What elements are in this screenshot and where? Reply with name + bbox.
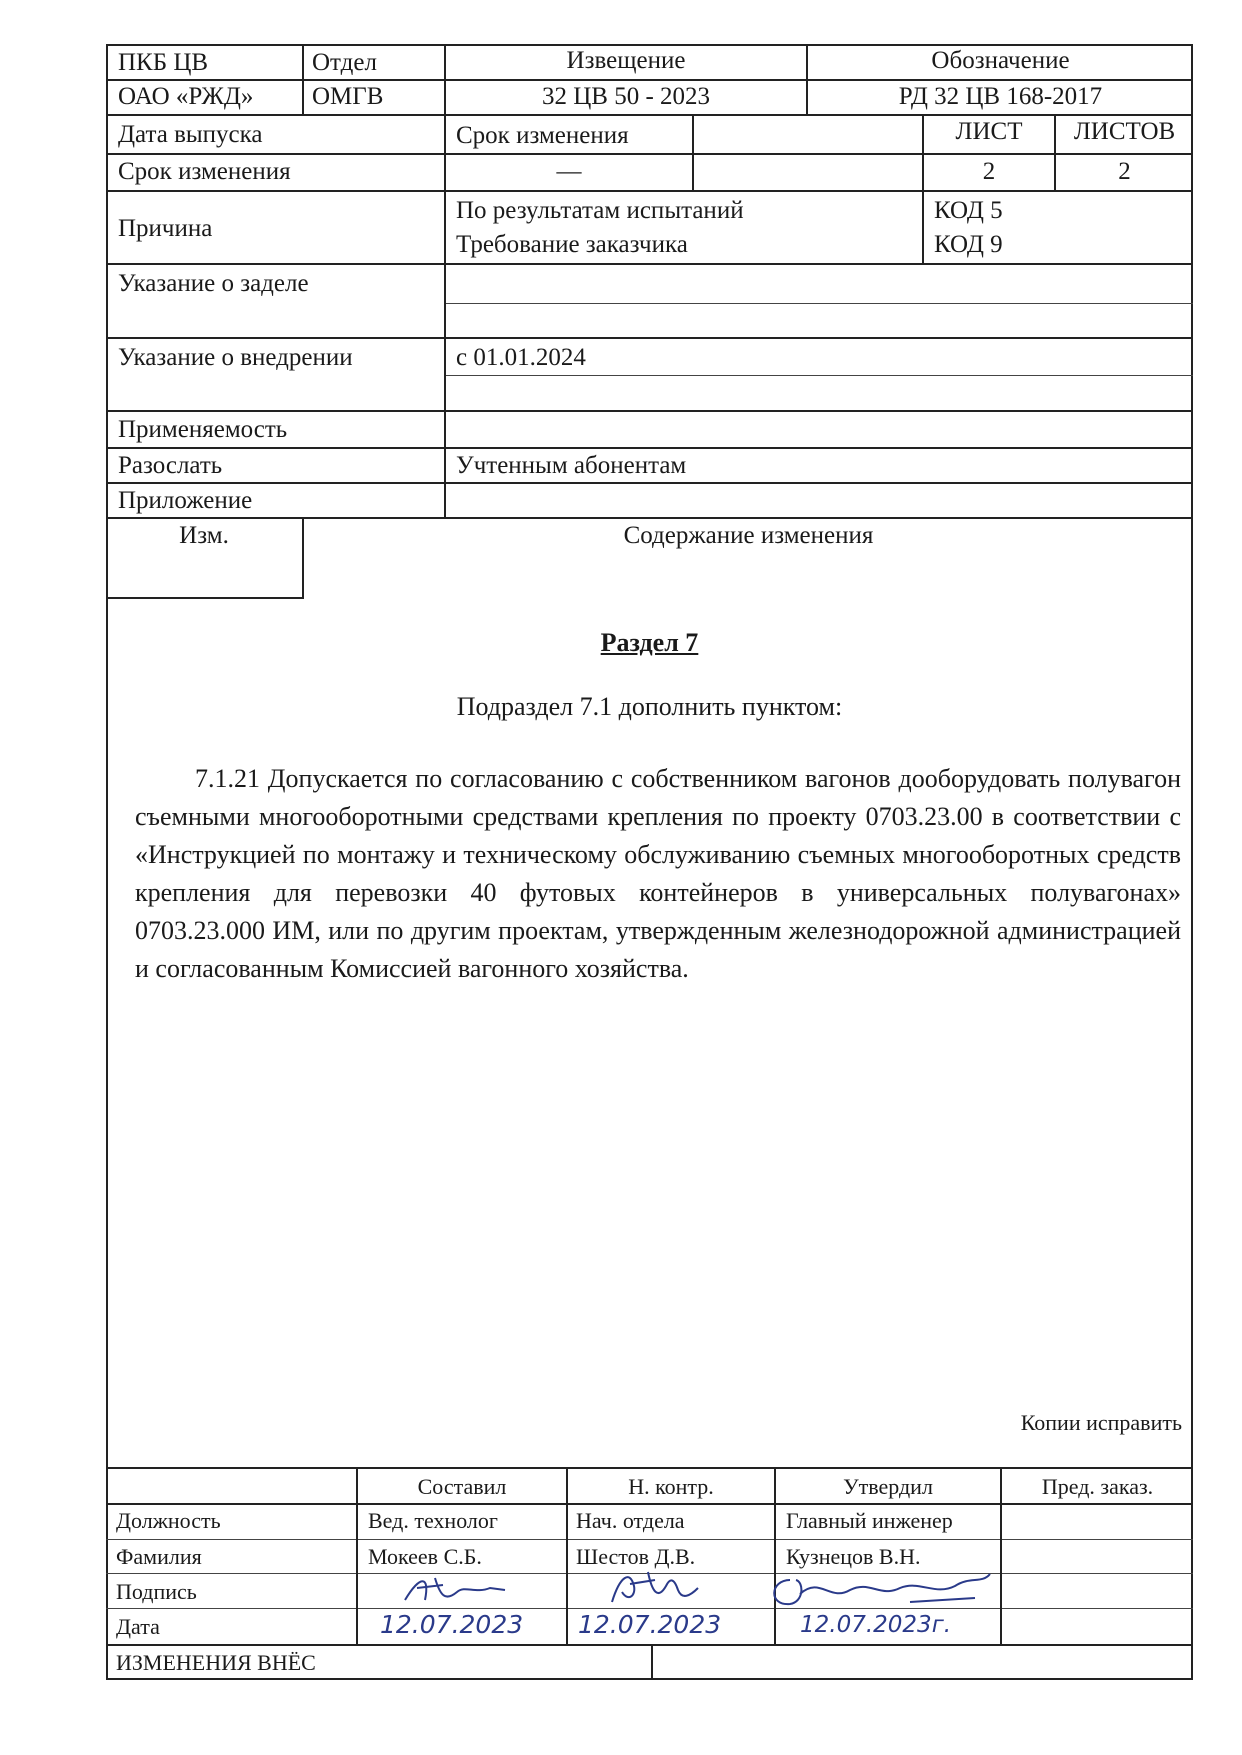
distribute-label: Разослать: [118, 452, 223, 479]
grid-line: [106, 190, 1193, 192]
grid-line: [106, 79, 1193, 81]
approved-position: Главный инженер: [786, 1508, 953, 1533]
change-term-header: Срок изменения: [456, 122, 629, 149]
row-position-label: Должность: [116, 1508, 221, 1533]
change-term-label: Срок изменения: [118, 158, 291, 185]
reason-code: КОД 9: [934, 231, 1003, 258]
notice-number: 32 ЦВ 50 - 2023: [541, 83, 711, 110]
grid-line: [444, 44, 446, 519]
reason-code: КОД 5: [934, 197, 1003, 224]
grid-line: [106, 337, 1193, 339]
change-paragraph: 7.1.21 Допускается по согласованию с собственником вагонов дооборудовать полувагон съемными многооборотными средствами крепления по проекту 0703.23.00 в соответствии с «Инструкцией по монтажу и техническому обслуживанию съемных многооборотных средств крепления для перевозки 40 футовых контейнеров в универсальных полувагонах» 0703.23.000 ИМ, или по другим проектам, утвержденным железнодорожной администрацией и согласованным Комиссией вагонного хозяйства.: [135, 764, 1181, 983]
subsection-line: Подраздел 7.1 дополнить пунктом:: [456, 692, 843, 721]
grid-line: [446, 303, 1193, 304]
org-name: ПКБ ЦВ: [118, 49, 209, 76]
grid-line: [106, 410, 1193, 412]
grid-line: [106, 1503, 1193, 1505]
sheet-value: 2: [982, 158, 996, 185]
grid-line: [302, 44, 304, 116]
signature-compiled: [395, 1570, 515, 1610]
notice-label: Извещение: [566, 47, 686, 74]
grid-line: [651, 1644, 653, 1680]
grid-line: [106, 447, 1193, 449]
grid-line: [106, 517, 1193, 519]
signature-norm: [600, 1566, 710, 1610]
row-name-label: Фамилия: [116, 1544, 202, 1569]
grid-line: [446, 375, 1193, 376]
issue-date-label: Дата выпуска: [118, 121, 263, 148]
distribute-value: Учтенным абонентам: [456, 452, 687, 479]
changes-made-label: ИЗМЕНЕНИЯ ВНЁС: [116, 1650, 316, 1675]
copies-note: Копии исправить: [1020, 1410, 1182, 1435]
sheets-value: 2: [1118, 158, 1131, 185]
grid-line: [106, 1467, 1193, 1469]
norm-position: Нач. отдела: [576, 1508, 685, 1533]
row-date-label: Дата: [116, 1614, 160, 1639]
grid-line: [106, 114, 1193, 116]
grid-line: [106, 153, 1193, 155]
grid-line: [106, 1539, 1193, 1540]
col-approved: Утвердил: [843, 1474, 933, 1499]
sheet-label: ЛИСТ: [955, 118, 1023, 145]
norm-name: Шестов Д.В.: [576, 1544, 696, 1569]
col-norm-control: Н. контр.: [628, 1474, 714, 1499]
compiled-name: Мокеев С.Б.: [368, 1544, 482, 1569]
reason-line: По результатам испытаний: [456, 197, 744, 224]
grid-line: [692, 114, 694, 192]
row-signature-label: Подпись: [116, 1579, 197, 1604]
col-customer: Пред. заказ.: [1041, 1474, 1154, 1499]
compiled-position: Вед. технолог: [368, 1508, 498, 1533]
col-compiled: Составил: [417, 1474, 507, 1499]
approved-date: 12.07.2023г.: [800, 1612, 952, 1638]
implementation-value: с 01.01.2024: [456, 344, 586, 371]
attachment-label: Приложение: [118, 487, 253, 514]
compiled-date: 12.07.2023: [380, 1610, 524, 1639]
backlog-label: Указание о заделе: [118, 270, 309, 297]
change-column-label: Изм.: [179, 522, 229, 549]
norm-date: 12.07.2023: [578, 1610, 722, 1639]
implementation-label: Указание о внедрении: [118, 344, 353, 371]
sheets-label: ЛИСТОВ: [1073, 118, 1176, 145]
applicability-label: Применяемость: [118, 416, 288, 443]
grid-line: [106, 1644, 1193, 1646]
grid-line: [106, 597, 302, 599]
reason-line: Требование заказчика: [456, 231, 688, 258]
dept-value: ОМГВ: [312, 83, 384, 110]
designation-value: РД 32 ЦВ 168-2017: [898, 83, 1103, 110]
change-term-value: —: [556, 158, 582, 185]
content-column-label: Содержание изменения: [623, 522, 874, 549]
designation-label: Обозначение: [931, 47, 1070, 74]
reason-label: Причина: [118, 215, 213, 242]
approved-name: Кузнецов В.Н.: [786, 1544, 921, 1569]
grid-line: [106, 263, 1193, 265]
section-title-text: Раздел 7: [600, 628, 699, 657]
section-title: [106, 628, 1193, 658]
signature-approved: [760, 1566, 1000, 1612]
grid-line: [106, 482, 1193, 484]
org-name-line2: ОАО «РЖД»: [118, 83, 254, 110]
dept-label: Отдел: [312, 49, 377, 76]
